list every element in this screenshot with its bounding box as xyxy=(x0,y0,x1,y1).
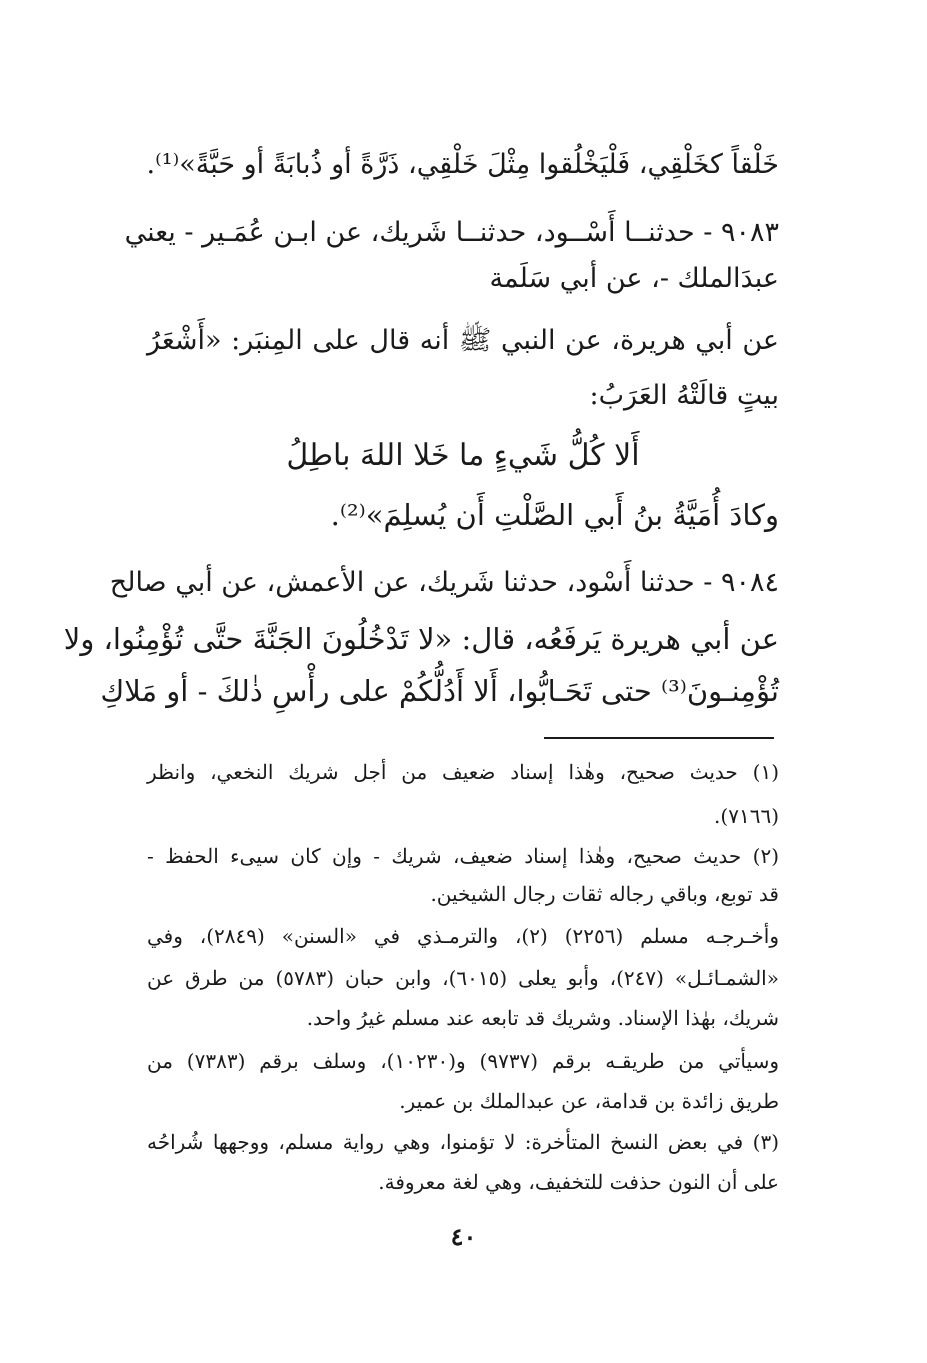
poem-verse: أَلا كُلُّ شَيءٍ ما خَلا اللهَ باطِلُ xyxy=(286,438,640,473)
footnote-1: (١) حديث صحيح، وهٰذا إسناد ضعيف من أجل شريك النخعي، وانظر xyxy=(147,760,779,784)
main-text-line: عن أبي هريرة، عن النبي ﷺ أنه قال على المِنبَر: «أَشْعَرُ xyxy=(147,325,779,356)
main-text-line: تُؤْمِنـونَ⁽³⁾ حتى تَحَـابُّوا، أَلا أَدُلُّكُمْ على رأْسِ ذٰلكَ - أو مَلاكِ xyxy=(100,674,779,708)
hadith-9084-isnad: ٩٠٨٤ - حدثنا أَسْود، حدثنا شَريك، عن الأعمش، عن أبي صالح xyxy=(109,567,779,598)
main-text-line: عن أبي هريرة يَرفَعُه، قال: «لا تَدْخُلُونَ الجَنَّةَ حتَّى تُؤْمِنُوا، ولا xyxy=(63,622,779,656)
footnote-line: وسيأتي من طريقـه برقم (٩٧٣٧) و(١٠٢٣٠)، وسلف برقم (٧٣٨٣) من xyxy=(147,1049,779,1073)
main-text-line: وكادَ أُمَيَّةُ بنُ أَبي الصَّلْتِ أَن يُسلِمَ»⁽²⁾. xyxy=(330,498,779,532)
footnote-separator xyxy=(544,737,774,739)
footnote-line: قد توبع، وباقي رجاله ثقات رجال الشيخين. xyxy=(430,882,779,906)
footnote-line: «الشمـائـل» (٢٤٧)، وأبو يعلى (٦٠١٥)، وابن حبان (٥٧٨٣) من طرق عن xyxy=(147,966,779,990)
main-text-line: خَلْقاً كخَلْقِي، فَلْيَخْلُقوا مِثْلَ خَلْقِي، ذَرَّةً أو ذُبابَةً أو حَبَّةً»⁽¹⁾. xyxy=(146,149,779,180)
footnote-line: طريق زائدة بن قدامة، عن عبدالملك بن عمير. xyxy=(399,1089,779,1113)
footnote-line: على أن النون حذفت للتخفيف، وهي لغة معروفة. xyxy=(378,1170,779,1194)
main-text-line: بيتٍ قالَتْهُ العَرَبُ: xyxy=(589,380,779,411)
main-text-line: عبدَالملك -، عن أبي سَلَمة xyxy=(489,263,779,294)
page-number: ٤٠ xyxy=(450,1222,477,1251)
hadith-9083-isnad: ٩٠٨٣ - حدثنــا أَسْــود، حدثنــا شَريك، عن ابـن عُمَـير - يعني xyxy=(124,217,779,248)
footnote-3: (٣) في بعض النسخ المتأخرة: لا تؤمنوا، وهي رواية مسلم، ووجهها شُراحُه xyxy=(147,1130,779,1154)
footnote-line: وأخـرجـه مسلم (٢٢٥٦) (٢)، والترمـذي في «السنن» (٢٨٤٩)، وفي xyxy=(147,924,779,948)
footnote-2: (٢) حديث صحيح، وهٰذا إسناد ضعيف، شريك - وإن كان سيىء الحفظ - xyxy=(147,844,779,868)
footnote-line: (٧١٦٦). xyxy=(714,804,779,828)
footnote-line: شريك، بهٰذا الإسناد. وشريك قد تابعه عند مسلم غيرُ واحد. xyxy=(306,1006,779,1030)
